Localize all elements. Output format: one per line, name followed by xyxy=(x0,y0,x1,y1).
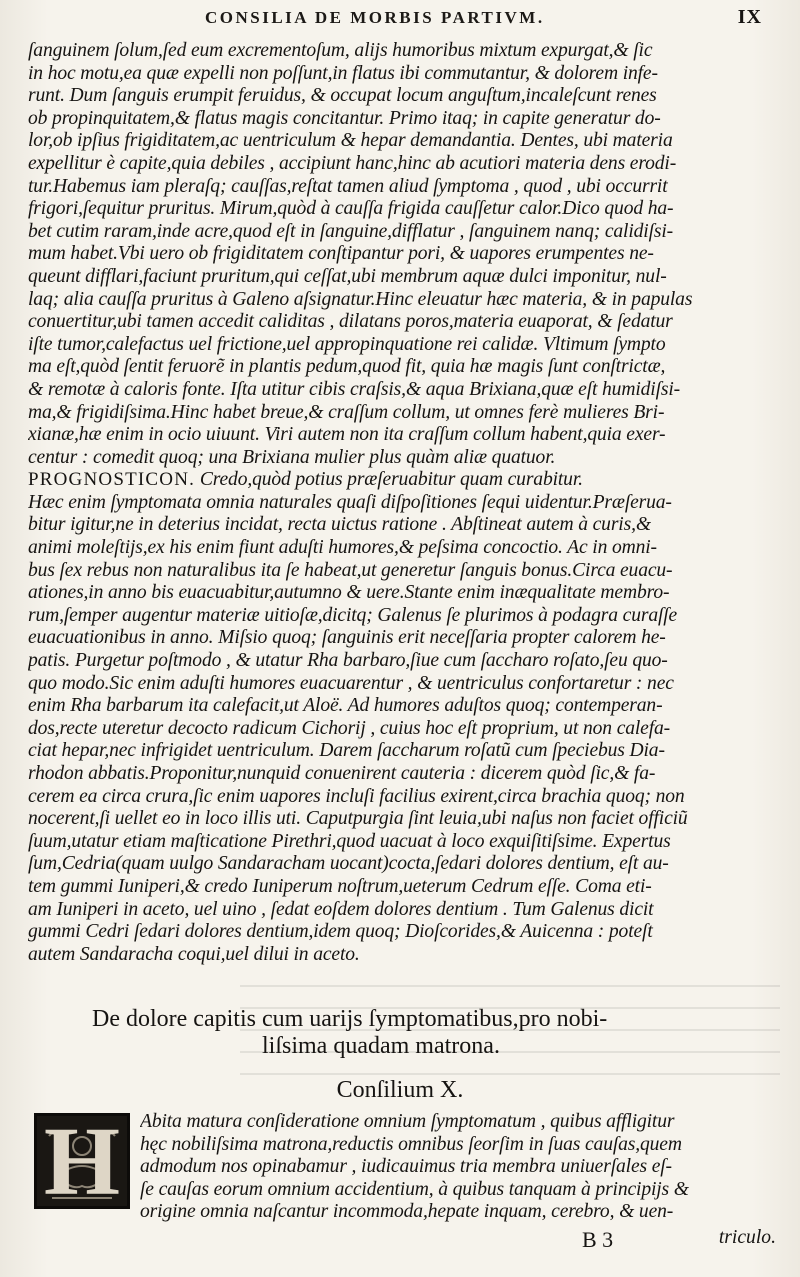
text-line: runt. Dum ſanguis erumpit feruidus, & occupat locum anguſtum,incaleſcunt renes xyxy=(28,85,657,107)
text-line: ſum,Cedria(quam uulgo Sandaracham uocant)cocta,ſedari dolores dentium, eſt au- xyxy=(28,853,669,875)
folio-number: IX xyxy=(737,6,762,28)
text-line: xianæ,hæ enim in ocio uiuunt. Viri autem non ita craſſum collum habent,quia exer- xyxy=(28,424,666,446)
text-line: ma,& frigidiſsima.Hinc habet breue,& craſſum collum, ut omnes ferè mulieres Bri- xyxy=(28,401,665,423)
text-line: dos,recte uteretur decocto radicum Cichorij , cuius hoc eſt proprium, ut non calefa- xyxy=(28,717,671,739)
decorated-initial xyxy=(34,1108,130,1216)
text-line: expellitur è capite,quia debiles , accipiunt hanc,hinc ab acutiori materia dens erodi- xyxy=(28,152,677,174)
chapter-title xyxy=(92,1006,712,1060)
text-line: bet cutim raram,inde acre,quod eſt in ſanguine,difflatur , ſanguinem nanq; calidiſsi- xyxy=(28,220,674,242)
text-line: frigori,ſequitur pruritus. Mirum,quòd à cauſſa frigida cauſſetur calor.Dico quod ha- xyxy=(28,198,674,220)
prognosticon-first-text: Credo,quòd potius præſeruabitur quam curabitur. xyxy=(199,469,583,491)
drop-cap-letter: H xyxy=(43,1108,121,1216)
text-line: Hæc enim ſymptomata omnia naturales quaſi diſpoſitiones ſequi uidentur.Præſerua- xyxy=(28,491,672,513)
text-line: am Iuniperi in aceto, uel uino , ſedat eoſdem dolores dentium . Tum Galenus dicit xyxy=(28,898,654,920)
text-line: gummi Cedri ſedari dolores dentium,idem quoq; Dioſcorides,& Auicenna : poteſt xyxy=(28,921,653,943)
text-line: rum,ſemper augentur materiæ uitioſæ,dicitq; Galenus ſe plurimos à podagra curaſſe xyxy=(28,604,678,626)
chapter-title-line-1: De dolore capitis cum uarijs ſymptomatibus,pro nobi- xyxy=(92,1006,608,1032)
text-line: Abita matura conſideratione omnium ſymptomatum , quibus affligitur xyxy=(140,1111,675,1132)
text-line: & remotæ à caloris fonte. Iſta utitur cibis craſsis,& aqua Brixiana,quæ eſt humidiſsi- xyxy=(28,378,681,400)
text-line: animi moleſtijs,ex his enim fiunt aduſti humores,& peſsima concoctio. Ac in omni- xyxy=(28,537,657,559)
text-line: ma eſt,quòd ſentit feruorẽ in plantis pedum,quod fit, quia hæ magis ſunt conſtrictæ, xyxy=(28,356,666,378)
text-line: conuertitur,ubi tamen accedit caliditas , dilatans poros,materia euaporat, & ſedatur xyxy=(28,311,673,333)
catchword: triculo. xyxy=(718,1227,776,1248)
text-line: ationes,in anno bis euacuabitur,autumno & uere.Stante enim inæqualitate membro- xyxy=(28,582,670,604)
text-line: ſuum,utatur etiam maſticatione Pirethri,quod uacuat à loco exquiſitiſsime. Expertus xyxy=(28,830,671,852)
text-line: enim Rha barbarum ita calefacit,ut Aloë. Ad humores aduſtos quoq; contemperan- xyxy=(28,695,663,717)
text-line: ob propinquitatem,& flatus magis concitantur. Primo itaq; in capite generatur do- xyxy=(28,107,661,129)
text-line: tem gummi Iuniperi,& credo Iuniperum noſtrum,ueterum Cedrum eſſe. Coma eti- xyxy=(28,875,652,897)
text-line: nocerent,ſi uellet eo in loco illis uti. Caputpurgia ſint leuia,ubi naſus non faciet officiũ xyxy=(28,808,688,830)
text-line: cerem ea circa crura,ſic enim uapores incluſi facilius exirent,circa brachia quoq; non xyxy=(28,785,685,807)
text-line: lor,ob ipſius frigiditatem,ac uentriculum & hepar demandantia. Dentes, ubi materia xyxy=(28,130,673,152)
text-line: bus ſex rebus non naturalibus ita ſe habeat,ut generetur ſanguis bonus.Circa euacu- xyxy=(28,559,673,581)
text-line: iſte tumor,calefactus uel frictione,uel appropinquatione rei calidæ. Vltimum ſympto xyxy=(28,333,666,355)
body-text xyxy=(28,40,770,966)
text-line: laq; alia cauſſa pruritus à Galeno aſsignatur.Hinc eleuatur hæc materia, & in papulas xyxy=(28,288,693,310)
text-line: in hoc motu,ea quæ expelli non poſſunt,in flatus ibi commutantur, & dolorem infe- xyxy=(28,62,658,84)
opening-paragraph xyxy=(140,1111,772,1224)
consilium-heading: Conſilium X. xyxy=(336,1077,464,1103)
text-line: quo modo.Sic enim aduſti humores euacuarentur , & uentriculus confortaretur : nec xyxy=(28,672,674,694)
text-line: centur : comedit quoq; una Brixiana mulier plus quàm aliæ quatuor. xyxy=(28,446,556,468)
text-line: patis. Purgetur poſtmodo , & utatur Rha barbaro,ſiue cum ſaccharo roſato,ſeu quo- xyxy=(28,650,668,672)
text-line: tur.Habemus iam pleraſq; cauſſas,reſtat tamen aliud ſymptoma , quod , ubi occurrit xyxy=(28,175,668,197)
text-line: euacuationibus in anno. Miſsio quoq; ſanguinis erit neceſſaria propter calorem he- xyxy=(28,627,666,649)
text-line: bitur igitur,ne in deterius incidat, recta uictus ratione . Abſtineat autem à curis,& xyxy=(28,514,651,536)
text-line: admodum nos opinabamur , iudicauimus tria membra uniuerſales eſ- xyxy=(140,1156,672,1178)
text-line: queunt difflari,faciunt pruritum,qui ceſſat,ubi membrum aquæ dulci imponitur, nul- xyxy=(28,265,667,287)
chapter-title-line-2: liſsima quadam matrona. xyxy=(262,1033,500,1059)
prognosticon-line xyxy=(28,469,770,492)
text-line: ſe cauſas eorum omnium accidentium, à quibus tanquam à principijs & xyxy=(140,1178,689,1200)
text-line: rhodon abbatis.Proponitur,nunquid conuenirent cauteria : dicerem quòd ſic,& fa- xyxy=(28,763,656,784)
text-line: ſanguinem ſolum,ſed eum excrementoſum, alijs humoribus mixtum expurgat,& ſic xyxy=(28,40,653,61)
text-line: hęc nobiliſsima matrona,reductis omnibus ſeorſim in ſuas cauſas,quem xyxy=(140,1133,682,1155)
prognosticon-heading: PROGNOSTICON. xyxy=(28,469,196,491)
text-line: ciat hepar,nec infrigidet uentriculum. Darem ſaccharum roſatũ cum ſpeciebus Dia- xyxy=(28,740,665,762)
running-head xyxy=(0,4,800,34)
text-line: mum habet.Vbi uero ob frigiditatem conſtipantur pori, & uapores erumpentes ne- xyxy=(28,243,654,265)
text-line: autem Sandaracha coqui,uel dilui in aceto. xyxy=(28,943,360,965)
text-line: origine omnia naſcantur incommoda,hepate inquam, cerebro, & uen- xyxy=(140,1201,674,1223)
running-title: CONSILIA DE MORBIS PARTIVM. xyxy=(205,8,545,27)
signature-mark: B 3 xyxy=(582,1227,614,1252)
